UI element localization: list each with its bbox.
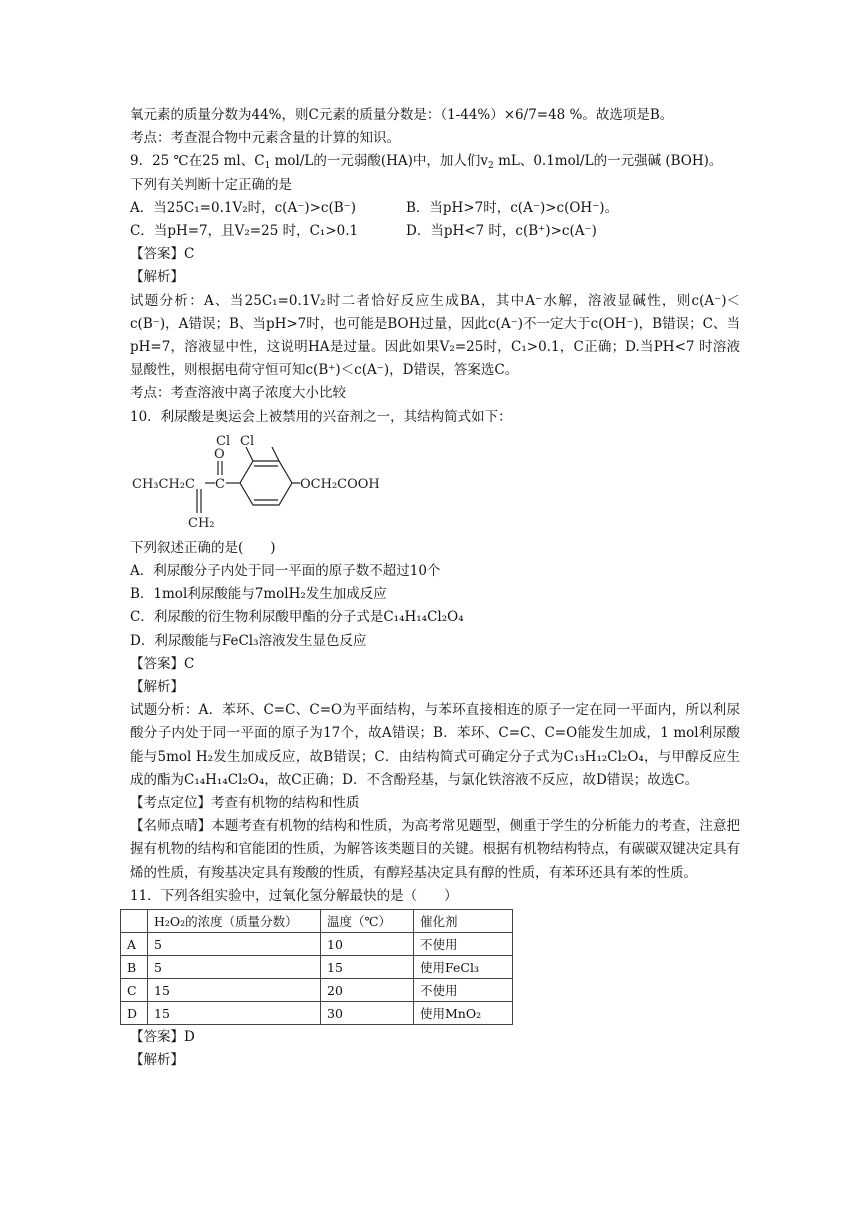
table-cell: 15	[148, 1002, 321, 1025]
q9-answer: 【答案】C	[130, 246, 195, 263]
q10-option-d: D．利尿酸能与FeCl₃溶液发生显色反应	[130, 632, 367, 649]
structure-ch2: CH₂	[188, 515, 215, 531]
table-cell: 不使用	[414, 933, 513, 956]
structure-oxygen: O	[214, 446, 225, 462]
q10-stem: 10．利尿酸是奥运会上被禁用的兴奋剂之一，其结构简式如下：	[130, 408, 512, 425]
q9-analysis: 试题分析：A、当25C₁=0.1V₂时二者恰好反应生成BA，其中A⁻水解，溶液显碱性，则c(A⁻)＜c(B⁻)，A错误；B、当pH>7时，也可能是BOH过量，因此c(A⁻)不一定大于c(OH⁻)，B错误；C、当pH=7，溶液显中性，这说明HA是过量。因此如果V₂=25时，C₁>0.1，C正确；D.当PH<7 时溶液显酸性，则根据电荷守恒可知c(B⁺)＜c(A⁻)，D错误，答案选C。	[130, 292, 740, 379]
q9-option-c: C．当pH=7，且V₂=25 时，C₁>0.1	[130, 223, 359, 240]
q9-stem-2: 下列有关判断十定正确的是	[130, 176, 292, 193]
q9-stem-part-c: mL、0.1mol/L的一元强碱 (BOH)。	[493, 153, 723, 170]
q10-point-label: 【考点定位】	[130, 795, 211, 812]
q10-answer: 【答案】C	[130, 655, 195, 672]
table-cell: 20	[321, 979, 414, 1002]
q10-comment-label: 【名师点晴】	[130, 818, 212, 835]
table-cell: 5	[148, 933, 321, 956]
table-cell: 15	[148, 979, 321, 1002]
q9-options-cd	[130, 220, 740, 243]
table-header-row	[121, 910, 513, 933]
q9-stem-part-b: mol/L的一元弱酸(HA)中，加人们v	[270, 153, 489, 170]
q10-option-c: C．利尿酸的衍生物利尿酸甲酯的分子式是C₁₄H₁₄Cl₂O₄	[130, 609, 464, 626]
q9-option-a: A．当25C₁=0.1V₂时，c(A⁻)>c(B⁻)	[130, 199, 357, 216]
q10-comment	[130, 815, 740, 885]
table-cell: 30	[321, 1002, 414, 1025]
q9-option-b: B．当pH>7时，c(A⁻)>c(OH⁻)。	[406, 199, 619, 216]
q10-question: 下列叙述正确的是( )	[130, 539, 276, 556]
structure-cl-1: Cl	[216, 433, 231, 449]
table-cell: A	[121, 933, 148, 956]
table-row	[121, 956, 513, 979]
q10-analysis-label: 【解析】	[130, 679, 184, 696]
q11-answer: 【答案】D	[130, 1029, 195, 1046]
q10-option-b: B．1mol利尿酸能与7molH₂发生加成反应	[130, 586, 387, 603]
q11-table	[120, 909, 513, 1025]
table-cell: 使用FeCl₃	[414, 956, 513, 979]
table-header-cell	[121, 910, 148, 933]
table-cell: B	[121, 956, 148, 979]
intro-line-1: 氧元素的质量分数为44%，则C元素的质量分数是：（1-44%）×6/7=48 %。故选项是B。	[130, 107, 674, 123]
structure-carbonyl-c: C	[215, 476, 225, 492]
q10-point-text: 考查有机物的结构和性质	[211, 795, 360, 812]
q9-sub-1: 1	[264, 161, 271, 172]
q10-option-a: A．利尿酸分子内处于同一平面的原子数不超过10个	[130, 563, 441, 580]
q10-analysis: 试题分析：A．苯环、C=C、C=O为平面结构，与苯环直接相连的原子一定在同一平面内，所以利尿酸分子内处于同一平面的原子为17个，故A错误；B．苯环、C=C、C=O能发生加成，1 mol利尿酸能与5mol H₂发生加成反应，故B错误；C．由结构简式可确定分子式为C₁₃H₁₂Cl₂O₄，与甲醇反应生成的酯为C₁₄H₁₄Cl₂O₄，故C正确；D．不含酚羟基，与氯化铁溶液不反应，故D错误；故选C。	[130, 702, 740, 788]
document-page	[127, 104, 741, 1073]
q9-analysis-label: 【解析】	[130, 269, 184, 286]
table-row	[121, 933, 513, 956]
structure-left-group: CH₃CH₂C	[132, 476, 195, 492]
structure-diagram	[130, 431, 400, 533]
q9-point: 考点：考查溶液中离子浓度大小比较	[130, 385, 346, 402]
q11-analysis-label: 【解析】	[130, 1052, 184, 1069]
table-cell: D	[121, 1002, 148, 1025]
table-header-cell: 催化剂	[414, 910, 513, 933]
table-cell: 不使用	[414, 979, 513, 1002]
table-cell: 5	[148, 956, 321, 979]
table-header-cell: 温度（℃）	[321, 910, 414, 933]
table-cell: 15	[321, 956, 414, 979]
intro-point: 考点：考查混合物中元素含量的计算的知识。	[130, 130, 400, 147]
structure-formula	[130, 431, 740, 533]
table-row	[121, 979, 513, 1002]
table-cell: C	[121, 979, 148, 1002]
structure-right-group: OCH₂COOH	[300, 476, 380, 492]
table-row	[121, 1002, 513, 1025]
table-cell: 10	[321, 933, 414, 956]
structure-cl-2: Cl	[240, 433, 255, 449]
table-header-cell: H₂O₂的浓度（质量分数）	[148, 910, 321, 933]
q9-sub-2: 2	[488, 161, 494, 172]
q9-stem-part-a: 9．25 ℃在25 ml、C	[130, 153, 265, 170]
q11-stem: 11．下列各组实验中，过氧化氢分解最快的是（ ）	[130, 887, 458, 904]
q10-comment-text: 本题考查有机物的结构和性质，为高考常见题型，侧重于学生的分析能力的考查，注意把握有机物的结构和官能团的性质，为解答该类题目的关键。根据有机物结构特点，有碳碳双键决定具有烯的性质，有羧基决定具有羧酸的性质，有醇羟基决定具有醇的性质，有苯环还具有苯的性质。	[130, 818, 741, 881]
table-cell: 使用MnO₂	[414, 1002, 513, 1025]
q9-stem	[130, 150, 740, 173]
q10-point	[130, 792, 740, 815]
q9-option-d: D．当pH<7 时，c(B⁺)>c(A⁻)	[406, 223, 597, 240]
q9-options-ab	[130, 197, 740, 220]
